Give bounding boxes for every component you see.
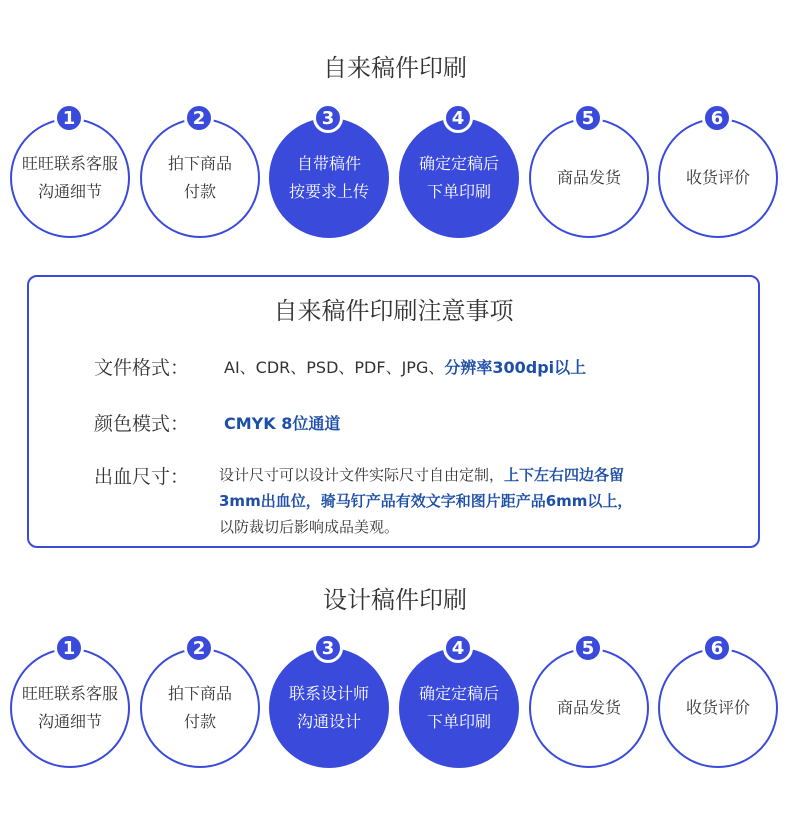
step-number-badge: 4	[443, 633, 473, 663]
step-label-line: 付款	[183, 712, 216, 731]
format-value-text: AI、CDR、PSD、PDF、JPG、	[224, 358, 445, 377]
section2-step-3	[269, 633, 389, 768]
step-label-line: 付款	[183, 182, 216, 201]
step-label-line: 按要求上传	[288, 182, 369, 201]
step-label-line: 沟通设计	[296, 712, 361, 731]
step-label-line: 联系设计师	[288, 684, 369, 703]
bleed-line-3: 以防裁切后影响成品美观。	[219, 518, 400, 536]
section2-step-2	[140, 633, 260, 768]
step-circle	[658, 648, 778, 768]
step-circle	[140, 118, 260, 238]
section2-steps	[0, 633, 790, 768]
step-number-badge: 4	[443, 103, 473, 133]
step-label-line: 下单印刷	[426, 182, 491, 201]
step-number-badge: 5	[573, 103, 603, 133]
step-number-badge: 1	[54, 633, 84, 663]
section1-step-2	[140, 103, 260, 238]
step-label-line: 商品发货	[556, 168, 621, 187]
step-label-line: 自带稿件	[296, 154, 361, 173]
step-circle	[399, 118, 519, 238]
step-label-line: 确定定稿后	[418, 684, 499, 703]
bleed-line-1-highlight: 上下左右四边各留	[504, 466, 625, 484]
step-label-line: 沟通细节	[37, 712, 102, 731]
section2-step-6	[658, 633, 778, 768]
step-circle	[269, 648, 389, 768]
section1-step-5	[529, 103, 649, 238]
step-number-badge: 5	[573, 633, 603, 663]
section1-step-3	[269, 103, 389, 238]
format-highlight: 分辨率300dpi以上	[444, 358, 587, 377]
color-value: CMYK 8位通道	[224, 414, 341, 433]
section1-step-1	[10, 103, 130, 238]
section2-step-5	[529, 633, 649, 768]
step-circle	[529, 118, 649, 238]
section1-title: 自来稿件印刷	[323, 54, 467, 82]
step-number-badge: 6	[702, 103, 732, 133]
bleed-line-1-plain: 设计尺寸可以设计文件实际尺寸自由定制，	[219, 466, 505, 484]
step-circle	[140, 648, 260, 768]
step-number-badge: 2	[184, 103, 214, 133]
step-label-line: 旺旺联系客服	[21, 154, 118, 173]
step-label-line: 拍下商品	[167, 684, 232, 703]
step-number-badge: 6	[702, 633, 732, 663]
section2-title: 设计稿件印刷	[323, 586, 467, 614]
section2-step-4	[399, 633, 519, 768]
step-label-line: 拍下商品	[167, 154, 232, 173]
step-label-line: 沟通细节	[37, 182, 102, 201]
notice-box	[27, 275, 760, 548]
section1-step-6	[658, 103, 778, 238]
step-label-line: 收货评价	[685, 168, 750, 187]
bleed-label: 出血尺寸：	[94, 466, 190, 488]
step-circle	[658, 118, 778, 238]
section2-step-1	[10, 633, 130, 768]
color-label: 颜色模式：	[94, 413, 190, 435]
step-label-line: 旺旺联系客服	[21, 684, 118, 703]
step-circle	[10, 648, 130, 768]
step-circle	[529, 648, 649, 768]
step-circle	[269, 118, 389, 238]
bleed-line-2: 3mm出血位，骑马钉产品有效文字和图片距产品6mm以上，	[219, 492, 633, 510]
notice-title: 自来稿件印刷注意事项	[273, 297, 514, 325]
step-label-line: 商品发货	[556, 698, 621, 717]
step-number-badge: 3	[313, 103, 343, 133]
format-value	[224, 355, 586, 378]
step-number-badge: 2	[184, 633, 214, 663]
bleed-description	[219, 462, 632, 540]
bleed-line-1	[219, 462, 632, 488]
step-number-badge: 1	[54, 103, 84, 133]
step-number-badge: 3	[313, 633, 343, 663]
section1-steps	[0, 103, 790, 238]
step-label-line: 确定定稿后	[418, 154, 499, 173]
step-label-line: 下单印刷	[426, 712, 491, 731]
section1-step-4	[399, 103, 519, 238]
step-circle	[399, 648, 519, 768]
step-label-line: 收货评价	[685, 698, 750, 717]
format-label: 文件格式：	[94, 357, 190, 379]
step-circle	[10, 118, 130, 238]
